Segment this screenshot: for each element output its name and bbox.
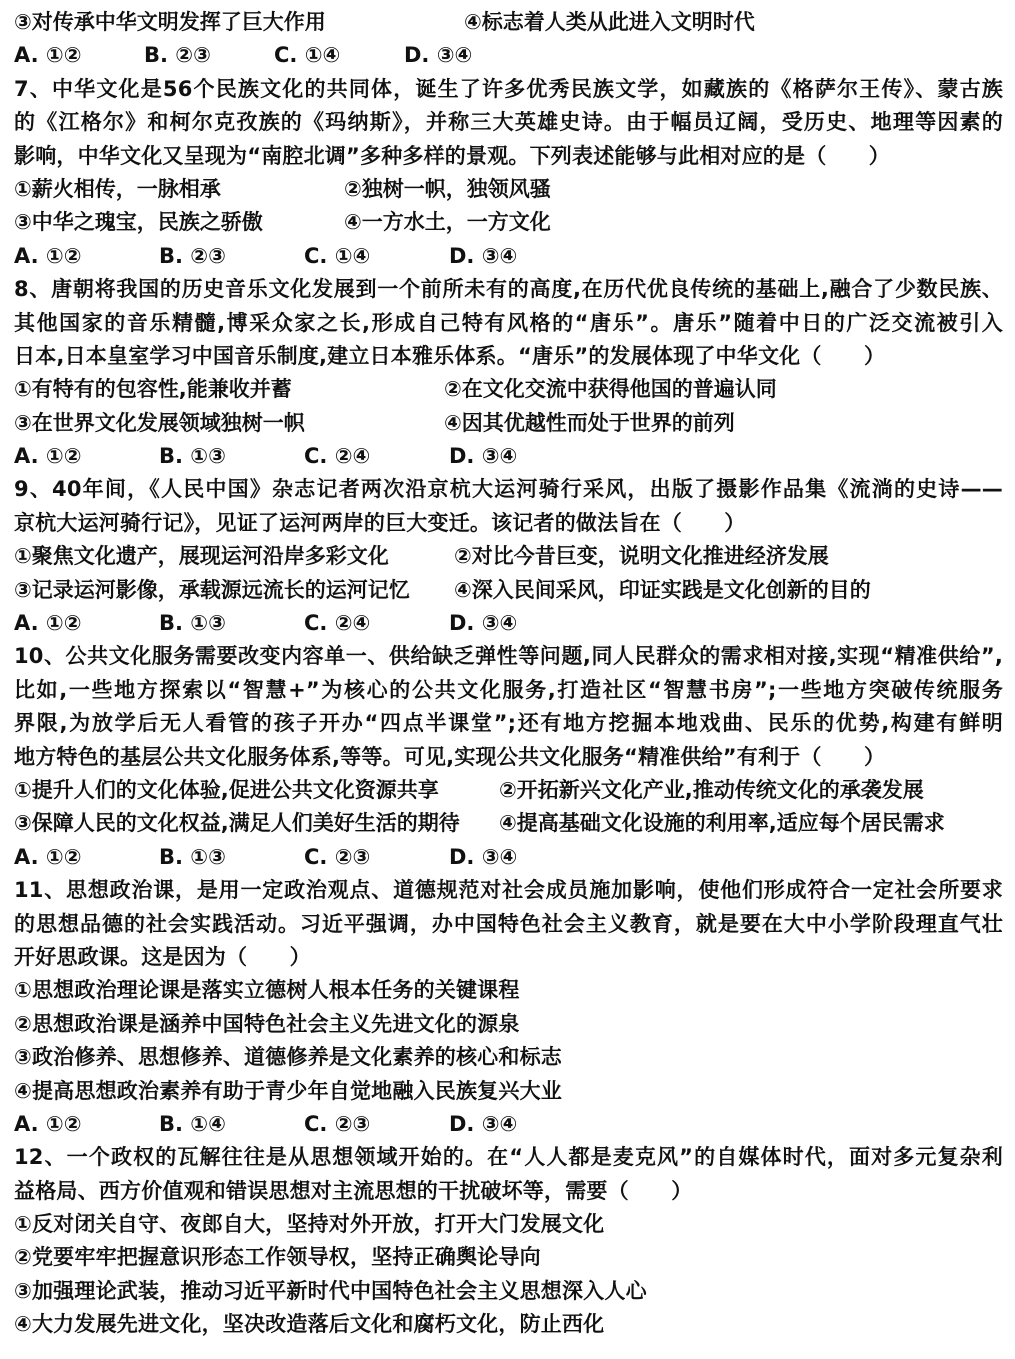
q8-options-row-1 bbox=[14, 373, 1003, 406]
q7-choice-c: C. ①④ bbox=[304, 243, 371, 268]
q7-choice-d: D. ③④ bbox=[449, 243, 518, 268]
q6-option-3: ③对传承中华文明发挥了巨大作用 bbox=[14, 10, 326, 34]
q9-stem-line-2: 京杭大运河骑行记》，见证了运河两岸的巨大变迁。该记者的做法旨在（ ） bbox=[14, 510, 746, 535]
q10-stem-line-1: 10、公共文化服务需要改变内容单一、供给缺乏弹性等问题,同人民群众的需求相对接,实现“精准供给”, bbox=[14, 644, 1003, 669]
q6-choice-a: A. ①② bbox=[14, 43, 82, 68]
q11-option-1: ①思想政治理论课是落实立德树人根本任务的关键课程 bbox=[14, 978, 520, 1003]
q11-choice-a: A. ①② bbox=[14, 1111, 82, 1136]
q9-options-row-1 bbox=[14, 540, 1003, 573]
q10-option-1: ①提升人们的文化体验,促进公共文化资源共享 bbox=[14, 777, 439, 802]
q10-options-row-1 bbox=[14, 774, 1003, 807]
q10-stem-line-3: 界限,为放学后无人看管的孩子开办“四点半课堂”;还有地方挖掘本地戏曲、民乐的优势,构建有鲜明 bbox=[14, 711, 1003, 736]
q6-choice-c: C. ①④ bbox=[274, 43, 341, 68]
q12-option-1: ①反对闭关自守、夜郎自大，坚持对外开放，打开大门发展文化 bbox=[14, 1212, 605, 1237]
q9-choice-c: C. ②④ bbox=[304, 611, 371, 636]
q11-answer-choices bbox=[14, 1108, 1003, 1141]
q7-stem-line-1: 7、中华文化是56个民族文化的共同体，诞生了许多优秀民族文学，如藏族的《格萨尔王传》、蒙古族 bbox=[14, 76, 1003, 101]
q10-options-row-2 bbox=[14, 807, 1003, 840]
q7-option-2: ②独树一帜，独领风骚 bbox=[344, 176, 551, 201]
q8-option-3: ③在世界文化发展领域独树一帜 bbox=[14, 410, 305, 435]
q7-option-1: ①薪火相传，一脉相承 bbox=[14, 176, 221, 201]
q9-option-3: ③记录运河影像，承载源远流长的运河记忆 bbox=[14, 577, 410, 602]
q9-option-2: ②对比今昔巨变，说明文化推进经济发展 bbox=[454, 544, 829, 569]
q8-choice-b: B. ①③ bbox=[159, 444, 226, 469]
q10-answer-choices bbox=[14, 841, 1003, 874]
q11-choice-c: C. ②③ bbox=[304, 1111, 371, 1136]
q12-option-2: ②党要牢牢把握意识形态工作领导权，坚持正确舆论导向 bbox=[14, 1245, 541, 1270]
q11-option-2: ②思想政治课是涵养中国特色社会主义先进文化的源泉 bbox=[14, 1011, 520, 1036]
q6-answer-choices bbox=[14, 39, 1003, 72]
q11-stem-line-3: 开好思政课。这是因为（ ） bbox=[14, 944, 311, 969]
q12-option-4: ④大力发展先进文化，坚决改造落后文化和腐朽文化，防止西化 bbox=[14, 1312, 605, 1337]
q10-choice-b: B. ①③ bbox=[159, 844, 226, 869]
q8-stem-line-3: 日本,日本皇室学习中国音乐制度,建立日本雅乐体系。“唐乐”的发展体现了中华文化（ ） bbox=[14, 343, 886, 368]
q11-stem-line-2: 的思想品德的社会实践活动。习近平强调，办中国特色社会主义教育，就是要在大中小学阶段理直气壮 bbox=[14, 911, 1003, 936]
q9-choice-b: B. ①③ bbox=[159, 611, 226, 636]
q8-stem-line-2: 其他国家的音乐精髓,博采众家之长,形成自己特有风格的“唐乐”。唐乐”随着中日的广泛交流被引入 bbox=[14, 310, 1003, 335]
q11-option-4: ④提高思想政治素养有助于青少年自觉地融入民族复兴大业 bbox=[14, 1078, 562, 1103]
q9-option-4: ④深入民间采风，印证实践是文化创新的目的 bbox=[454, 577, 871, 602]
q12-stem-line-2: 益格局、西方价值观和错误思想对主流思想的干扰破坏等，需要（ ） bbox=[14, 1178, 693, 1203]
q6-choice-d: D. ③④ bbox=[404, 43, 473, 68]
q11-choice-d: D. ③④ bbox=[449, 1111, 518, 1136]
q7-options-row-2 bbox=[14, 206, 1003, 239]
q7-option-4: ④一方水土，一方文化 bbox=[344, 210, 551, 235]
q6-choice-b: B. ②③ bbox=[144, 43, 211, 68]
q9-choice-d: D. ③④ bbox=[449, 611, 518, 636]
q9-choice-a: A. ①② bbox=[14, 611, 82, 636]
q9-options-row-2 bbox=[14, 574, 1003, 607]
q8-option-4: ④因其优越性而处于世界的前列 bbox=[444, 410, 735, 435]
q9-answer-choices bbox=[14, 607, 1003, 640]
q8-option-1: ①有特有的包容性,能兼收并蓄 bbox=[14, 377, 292, 402]
q8-option-2: ②在文化交流中获得他国的普遍认同 bbox=[444, 377, 777, 402]
q8-choice-d: D. ③④ bbox=[449, 444, 518, 469]
q8-stem-line-1: 8、唐朝将我国的历史音乐文化发展到一个前所未有的高度,在历代优良传统的基础上,融合了少数民族、 bbox=[14, 277, 1003, 302]
q7-answer-choices bbox=[14, 240, 1003, 273]
q10-choice-d: D. ③④ bbox=[449, 844, 518, 869]
q10-option-2: ②开拓新兴文化产业,推动传统文化的承袭发展 bbox=[499, 777, 924, 802]
q9-option-1: ①聚焦文化遗产，展现运河沿岸多彩文化 bbox=[14, 544, 389, 569]
q11-option-3: ③政治修养、思想修养、道德修养是文化素养的核心和标志 bbox=[14, 1045, 562, 1070]
q7-stem-line-3: 影响，中华文化又呈现为“南腔北调”多种多样的景观。下列表述能够与此相对应的是（ ） bbox=[14, 143, 890, 168]
q8-choice-c: C. ②④ bbox=[304, 444, 371, 469]
q7-choice-b: B. ②③ bbox=[159, 243, 226, 268]
q7-choice-a: A. ①② bbox=[14, 243, 82, 268]
q10-option-4: ④提高基础文化设施的利用率,适应每个居民需求 bbox=[499, 811, 945, 836]
q8-choice-a: A. ①② bbox=[14, 444, 82, 469]
q7-option-3: ③中华之瑰宝，民族之骄傲 bbox=[14, 210, 263, 235]
q12-option-3: ③加强理论武装，推动习近平新时代中国特色社会主义思想深入人心 bbox=[14, 1278, 647, 1303]
q8-answer-choices bbox=[14, 440, 1003, 473]
q12-stem-line-1: 12、一个政权的瓦解往往是从思想领域开始的。在“人人都是麦克风”的自媒体时代，面对多元复杂利 bbox=[14, 1145, 1003, 1170]
q6-options-row-2 bbox=[14, 6, 1003, 39]
q8-options-row-2 bbox=[14, 407, 1003, 440]
q10-choice-a: A. ①② bbox=[14, 844, 82, 869]
q10-option-3: ③保障人民的文化权益,满足人们美好生活的期待 bbox=[14, 811, 460, 836]
q10-stem-line-4: 地方特色的基层公共文化服务体系,等等。可见,实现公共文化服务“精准供给”有利于（ ） bbox=[14, 744, 886, 769]
q6-option-4: ④标志着人类从此进入文明时代 bbox=[464, 10, 755, 34]
q7-options-row-1 bbox=[14, 173, 1003, 206]
q10-choice-c: C. ②③ bbox=[304, 844, 371, 869]
q10-stem-line-2: 比如,一些地方探索以“智慧+”为核心的公共文化服务,打造社区“智慧书房”;一些地方突破传统服务 bbox=[14, 677, 1003, 702]
q11-choice-b: B. ①④ bbox=[159, 1111, 226, 1136]
q9-stem-line-1: 9、40年间，《人民中国》杂志记者两次沿京杭大运河骑行采风，出版了摄影作品集《流淌的史诗—— bbox=[14, 477, 1003, 502]
q7-stem-line-2: 的《江格尔》和柯尔克孜族的《玛纳斯》，并称三大英雄史诗。由于幅员辽阔，受历史、地理等因素的 bbox=[14, 110, 1003, 135]
q11-stem-line-1: 11、思想政治课，是用一定政治观点、道德规范对社会成员施加影响，使他们形成符合一定社会所要求 bbox=[14, 878, 1003, 903]
